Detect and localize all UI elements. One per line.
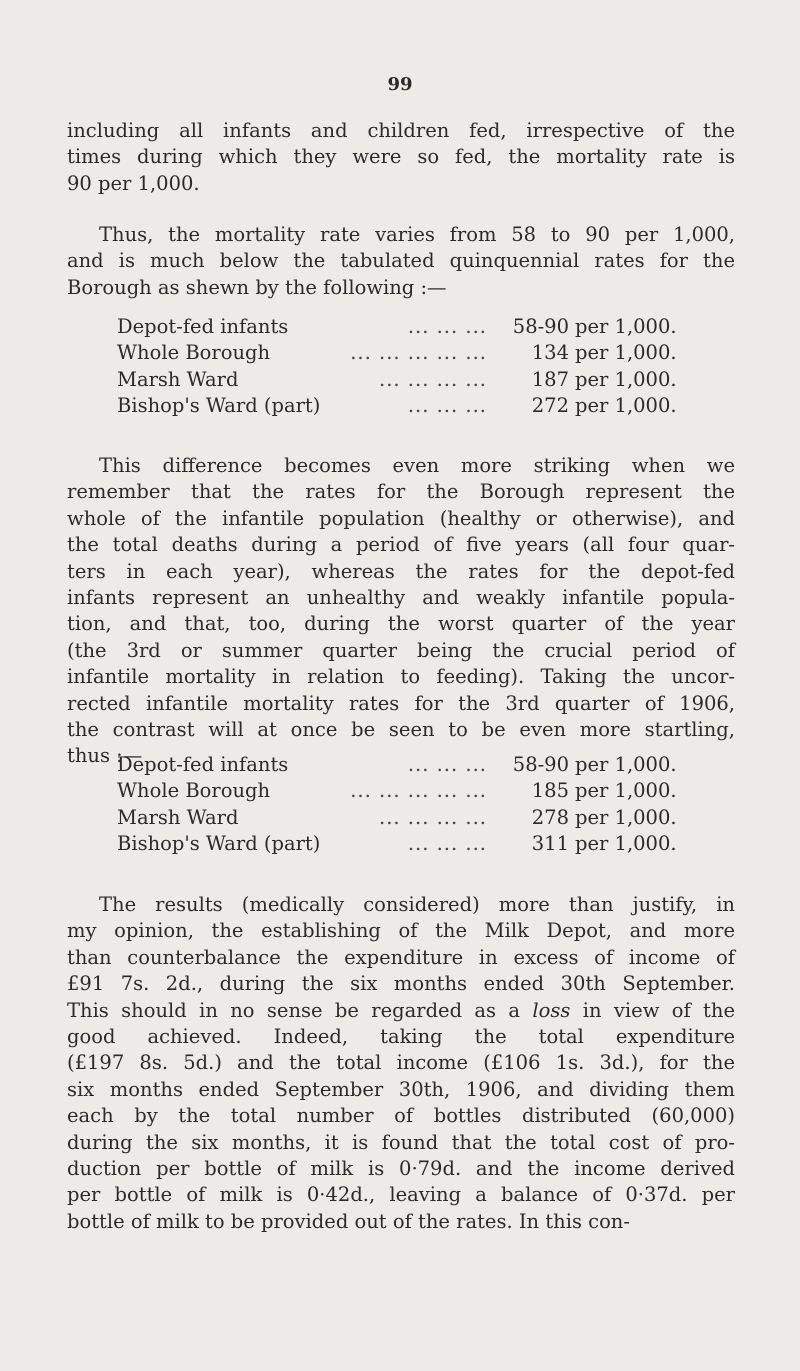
row-rate: 272 <box>531 394 569 418</box>
row-label: Whole Borough <box>117 779 271 803</box>
text-line: six months ended September 30th, 1906, and dividing them <box>67 1077 735 1101</box>
text-segment: in view of the <box>582 998 735 1022</box>
row-label: Depot-fed infants <box>117 315 289 338</box>
mortality-table-quinquennial <box>117 314 687 420</box>
text-line: the total deaths during a period of five years (all four quar- <box>67 533 735 557</box>
text-line: Thus, the mortality rate varies from 58 to 90 per 1,000, <box>99 223 735 246</box>
paragraph-4 <box>67 892 735 1235</box>
leader-dots: ... ... ... ... <box>379 805 487 829</box>
row-unit: per 1,000. <box>575 341 677 365</box>
row-label: Depot-fed infants <box>117 753 289 776</box>
row-unit: per 1,000. <box>575 315 677 338</box>
row-rate: 58-90 <box>512 753 569 776</box>
leader-dots: ... ... ... <box>407 315 487 338</box>
leader-dots: ... ... ... ... <box>379 367 487 391</box>
page-number: 99 <box>387 74 413 95</box>
row-label: Bishop's Ward (part) <box>117 832 321 856</box>
text-line: my opinion, the establishing of the Milk Depot, and more <box>67 919 735 943</box>
text-line: Borough as shewn by the following :— <box>67 275 447 299</box>
text-line: during the six months, it is found that the total cost of pro- <box>67 1130 735 1154</box>
mortality-table-3rd-quarter <box>117 752 687 858</box>
row-label: Marsh Ward <box>117 805 239 829</box>
text-line <box>67 998 735 1024</box>
text-line: tion, and that, too, during the worst quarter of the year <box>67 612 735 636</box>
text-line: duction per bottle of milk is 0·79d. and the income derived <box>67 1157 735 1181</box>
row-unit: per 1,000. <box>575 805 677 829</box>
text-segment: This should in no sense be regarded as a <box>67 998 521 1022</box>
text-line: whole of the infantile population (healthy or otherwise), and <box>67 506 735 530</box>
row-label: Marsh Ward <box>117 367 239 391</box>
text-line: per bottle of milk is 0·42d., leaving a balance of 0·37d. per <box>67 1183 735 1207</box>
table-row <box>117 340 687 366</box>
row-unit: per 1,000. <box>575 753 677 776</box>
text-line: (£197 8s. 5d.) and the total income (£106 1s. 3d.), for the <box>67 1051 735 1075</box>
text-line: 90 per 1,000. <box>67 171 200 195</box>
leader-dots: ... ... ... ... ... <box>350 341 487 365</box>
text-line: (the 3rd or summer quarter being the crucial period of <box>67 638 735 662</box>
row-unit: per 1,000. <box>575 832 677 856</box>
text-line: times during which they were so fed, the mortality rate is <box>67 145 735 169</box>
text-line: infants represent an unhealthy and weakly infantile popula- <box>67 586 735 610</box>
text-line: than counterbalance the expenditure in excess of income of <box>67 945 735 969</box>
text-line: rected infantile mortality rates for the 3rd quarter of 1906, <box>67 691 735 715</box>
text-line: each by the total number of bottles distributed (60,000) <box>67 1104 735 1128</box>
leader-dots: ... ... ... <box>407 394 487 418</box>
table-row <box>117 778 687 804</box>
row-label: Bishop's Ward (part) <box>117 394 321 418</box>
text-line: infantile mortality in relation to feeding). Taking the uncor- <box>67 665 735 689</box>
row-label: Whole Borough <box>117 341 271 365</box>
text-line: bottle of milk to be provided out of the rates. In this con- <box>67 1209 630 1233</box>
row-rate: 185 <box>531 779 569 803</box>
row-unit: per 1,000. <box>575 779 677 803</box>
table-row <box>117 367 687 393</box>
table-row <box>117 752 687 778</box>
table-row <box>117 393 687 419</box>
table-row <box>117 314 687 340</box>
text-line: remember that the rates for the Borough represent the <box>67 480 735 504</box>
table-row <box>117 805 687 831</box>
text-line: thus :— <box>67 744 143 768</box>
text-line: good achieved. Indeed, taking the total expenditure <box>67 1025 735 1049</box>
paragraph-2 <box>67 222 735 301</box>
text-line: This difference becomes even more striking when we <box>99 454 735 477</box>
row-rate: 187 <box>531 367 569 391</box>
text-line: the contrast will at once be seen to be even more startling, <box>67 718 735 742</box>
row-unit: per 1,000. <box>575 367 677 391</box>
paragraph-3 <box>67 453 735 770</box>
text-line: including all infants and children fed, irrespective of the <box>67 119 735 142</box>
text-line: ters in each year), whereas the rates for the depot-fed <box>67 559 735 583</box>
leader-dots: ... ... ... <box>407 753 487 776</box>
table-row <box>117 831 687 857</box>
paragraph-1 <box>67 118 735 197</box>
leader-dots: ... ... ... ... ... <box>350 779 487 803</box>
row-rate: 311 <box>531 832 569 856</box>
italic-word: loss <box>532 998 571 1022</box>
row-rate: 58-90 <box>512 315 569 338</box>
text-line: £91 7s. 2d., during the six months ended 30th September. <box>67 972 735 996</box>
text-line: and is much below the tabulated quinquennial rates for the <box>67 249 735 273</box>
leader-dots: ... ... ... <box>407 832 487 856</box>
row-unit: per 1,000. <box>575 394 677 418</box>
row-rate: 278 <box>531 805 569 829</box>
row-rate: 134 <box>531 341 569 365</box>
text-line: The results (medically considered) more than justify, in <box>99 893 735 916</box>
